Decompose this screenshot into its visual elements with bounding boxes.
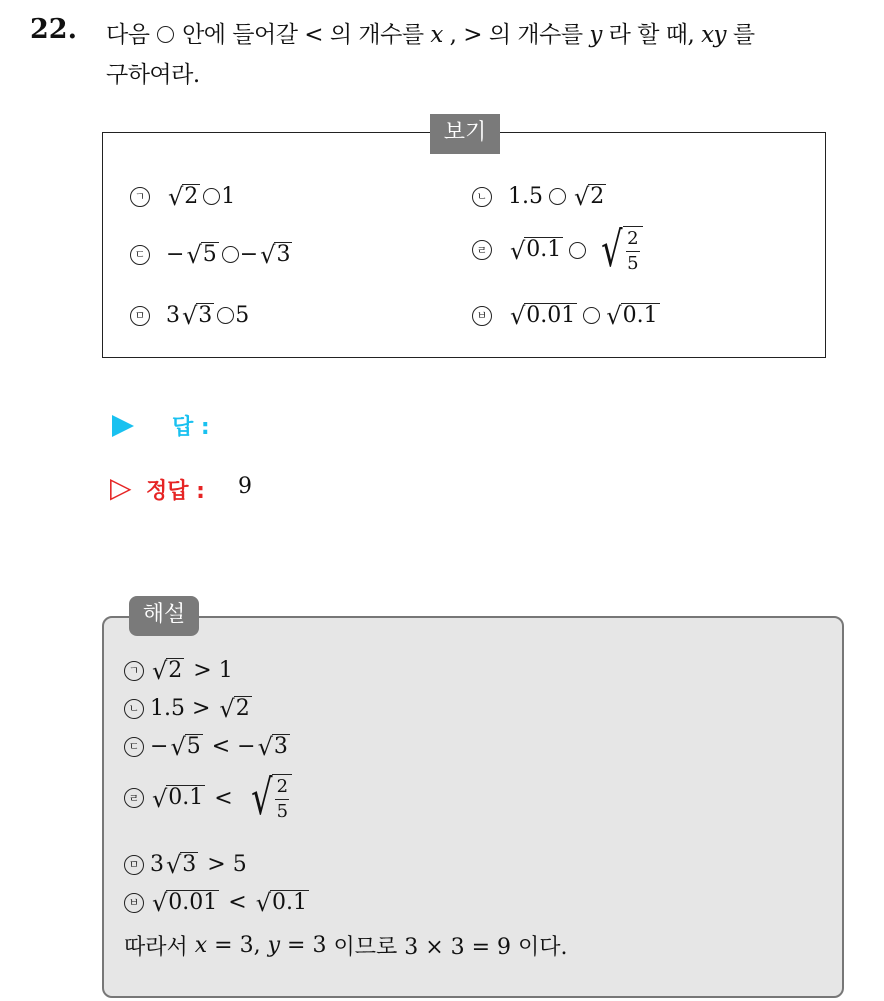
marker-nieun-icon: ㄴ (124, 699, 144, 719)
answer-triangle-icon (112, 415, 134, 437)
var-x: x (430, 22, 443, 48)
sqrt-fraction: √ $\frac{2}{5}$ (592, 226, 643, 274)
sqrt: √ 3 (182, 302, 213, 331)
marker-giyeok-icon: ㄱ (130, 187, 150, 207)
explanation-tag: 해설 (129, 596, 199, 636)
explanation-line-6: ㅂ √ 0.01 < √ 0.1 (124, 890, 311, 915)
bogi-tag: 보기 (430, 114, 500, 154)
var-xy: xy (701, 22, 727, 48)
marker-rieul-icon: ㄹ (472, 240, 492, 260)
question-number: 22. (30, 14, 77, 45)
var-y: y (589, 22, 602, 48)
sqrt: √ 2 (168, 183, 199, 212)
bogi-item-1: ㄱ √ 2 1 (130, 184, 235, 209)
explanation-line-1: ㄱ √ 2 > 1 (124, 658, 233, 683)
question-text-line2: 구하여라. (106, 62, 200, 88)
marker-mieum-icon: ㅁ (130, 306, 150, 326)
marker-digeut-icon: ㄷ (124, 737, 144, 757)
sqrt: √ 5 (186, 241, 217, 270)
sqrt: √ 3 (260, 241, 291, 270)
answer-label: 답 : (172, 415, 210, 440)
bogi-item-6 (472, 302, 662, 331)
marker-rieul-icon: ㄹ (124, 788, 144, 808)
explanation-conclusion: 따라서 x = 3, y = 3 이므로 3 × 3 = 9 이다. (124, 933, 568, 960)
marker-bieup-icon: ㅂ (472, 306, 492, 326)
explanation-line-3: ㄷ − √ 5 < − √ 3 (124, 734, 292, 759)
explanation-line-4: ㄹ √ 0.1 < √ $\frac{2}{5}$ (124, 774, 294, 822)
blank-circle-icon (549, 188, 566, 205)
sqrt: √ 0.01 (510, 302, 576, 331)
marker-nieun-icon: ㄴ (472, 187, 492, 207)
marker-digeut-icon: ㄷ (130, 245, 150, 265)
bogi-item-2: ㄴ 1.5 √ 2 (472, 184, 608, 209)
bogi-item-4 (472, 222, 645, 278)
marker-bieup-icon: ㅂ (124, 893, 144, 913)
correct-answer-value: 9 (238, 474, 252, 499)
correct-triangle-icon: ▷ (110, 471, 132, 504)
bogi-item-5: ㅁ 3 √ 3 5 (130, 303, 249, 328)
blank-circle-icon (217, 307, 234, 324)
question-text-line1: 다음 안에 들어갈 < 의 개수를 x , > 의 개수를 y 라 할 때, xy 를 (106, 22, 755, 48)
blank-circle-icon (583, 307, 600, 324)
sqrt: √ 2 (574, 183, 605, 212)
sqrt: √ 0.1 (510, 236, 562, 265)
blank-circle-icon (222, 246, 239, 263)
blank-circle-icon (569, 242, 586, 259)
bogi-item-3: ㄷ − √ 5 − √ 3 (130, 242, 294, 267)
marker-mieum-icon: ㅁ (124, 855, 144, 875)
marker-giyeok-icon: ㄱ (124, 661, 144, 681)
sqrt: √ 0.1 (606, 302, 658, 331)
explanation-line-5: ㅁ 3 √ 3 > 5 (124, 852, 247, 877)
explanation-line-2: ㄴ 1.5 > √ 2 (124, 696, 254, 721)
blank-circle-icon (203, 188, 220, 205)
correct-answer-label: 정답 : (146, 479, 205, 504)
blank-circle-icon (157, 26, 174, 43)
